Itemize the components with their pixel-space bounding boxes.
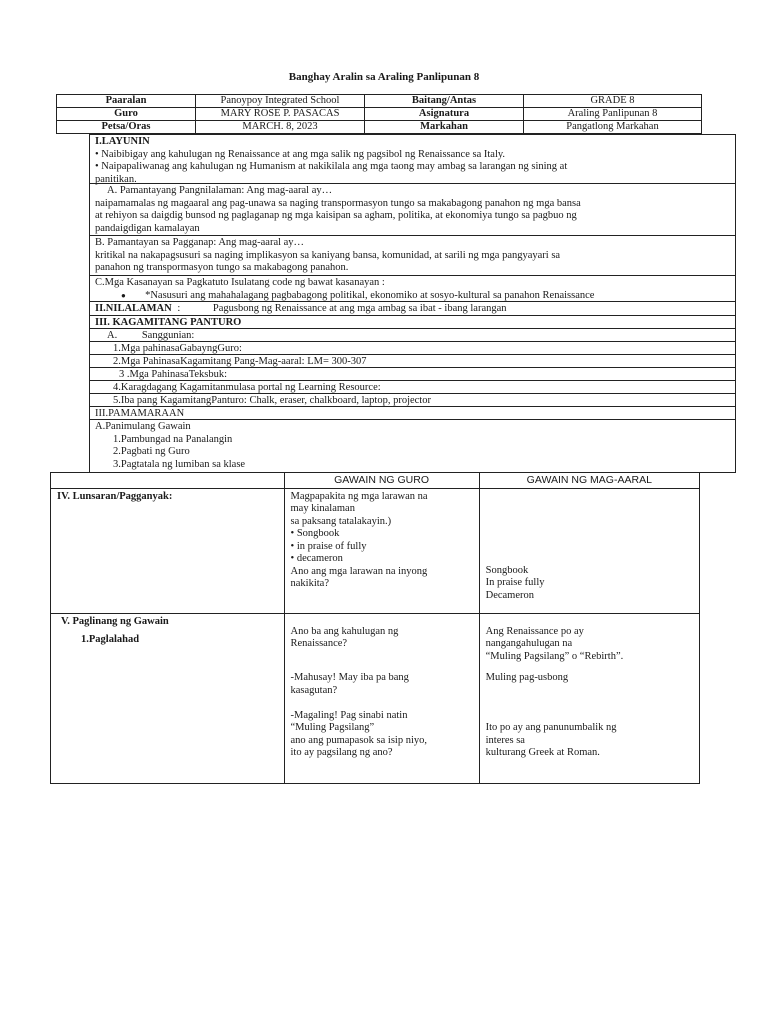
sanggunian-text: Sanggunian: xyxy=(141,330,195,341)
guro-line: sa paksang tatalakayin.) xyxy=(290,515,392,527)
paglinang-label: V. Paglinang ng Gawain xyxy=(61,615,169,627)
guro-line: • decameron xyxy=(290,553,343,564)
mag-line: Songbook xyxy=(485,564,529,576)
guro-line: • in praise of fully xyxy=(290,540,367,552)
panimula-item: 2.Pagbati ng Guro xyxy=(113,446,190,457)
header-value: MARCH. 8, 2023 xyxy=(196,121,365,134)
guro-line: Magpapakita ng mga larawan na xyxy=(290,490,428,502)
pamantayan-pagganap-section xyxy=(89,235,736,276)
bullet-icon: ● xyxy=(121,290,126,300)
paglinang-mag-cell xyxy=(479,613,699,783)
activity-table xyxy=(50,472,700,784)
kagamitan-item: 3 .Mga PahinasaTeksbuk: xyxy=(119,369,228,380)
kasanayan-section xyxy=(89,275,736,302)
guro-line: • Songbook xyxy=(290,528,340,539)
layunin-bullet: • Naibibigay ang kahulugan ng Renaissance at ang mga salik ng pagsibol ng Renaissance sa Italy. xyxy=(95,148,506,160)
pamantayan-b-text: kritikal na nakapagsusuri sa naging implikasyon sa kaniyang bansa, komunidad, at sarili ng mga pangyayari sa xyxy=(95,249,561,261)
paglinang-label-cell xyxy=(51,613,285,783)
mag-line: Ito po ay ang panunumbalik ng xyxy=(485,722,617,733)
sanggunian-box xyxy=(89,328,736,342)
header-table xyxy=(56,94,702,134)
header-label: Paaralan xyxy=(57,95,196,108)
lunsaran-mag-cell xyxy=(479,488,699,613)
empty-cell xyxy=(51,473,285,489)
kagamitan-item: 5.Iba pang KagamitangPanturo: Chalk, eraser, chalkboard, laptop, projector xyxy=(113,395,431,406)
kasanayan-heading: C.Mga Kasanayan sa Pagkatuto Isulatang code ng bawat kasanayan : xyxy=(95,277,385,288)
header-value: GRADE 8 xyxy=(524,95,702,108)
pamantayan-b-heading: B. Pamantayan sa Pagganap: Ang mag-aaral ay… xyxy=(95,237,305,248)
kagamitan-heading-box xyxy=(89,315,736,329)
nilalaman-section xyxy=(89,301,736,316)
pamantayan-a-text: naipamamalas ng magaaral ang pag-unawa sa naging transpormasyon tungo sa makabagong panahon ng mga bansa xyxy=(95,197,581,209)
header-label: Guro xyxy=(57,108,196,121)
guro-line: nakikita? xyxy=(290,578,329,589)
guro-line: -Mahusay! May iba pa bang xyxy=(290,672,409,683)
pamantayan-a-heading: A. Pamantayang Pangnilalaman: Ang mag-aaral ay… xyxy=(107,185,333,196)
header-label: Petsa/Oras xyxy=(57,121,196,134)
header-row xyxy=(57,121,702,134)
guro-line: kasagutan? xyxy=(290,684,338,696)
mag-line: Decameron xyxy=(485,589,534,601)
kagamitan-item: 4.Karagdagang Kagamitanmulasa portal ng Learning Resource: xyxy=(113,382,381,393)
nilalaman-sep: : xyxy=(177,303,181,314)
paglinang-guro-cell xyxy=(284,613,479,783)
pamamaraan-box xyxy=(89,406,736,420)
mag-line: “Muling Pagsilang” o “Rebirth”. xyxy=(485,650,624,662)
header-value: MARY ROSE P. PASACAS xyxy=(196,108,365,121)
document-title: Banghay Aralin sa Araling Panlipunan 8 xyxy=(288,71,480,83)
pamantayan-nilalaman-section xyxy=(89,183,736,236)
layunin-bullet: • Naipapaliwanag ang kahulugan ng Humanism at nakikilala ang mga taong may ambag sa larangan ng sining at xyxy=(95,161,568,172)
pamantayan-a-text: at rehiyon sa daigdig bunsod ng paglaganap ng mga kaisipan sa agham, politika, at ekonomiya tungo sa pagbuo ng xyxy=(95,210,577,221)
header-label: Asignatura xyxy=(365,108,524,121)
lunsaran-guro-cell xyxy=(284,488,479,613)
guro-line: -Magaling! Pag sinabi natin xyxy=(290,709,408,721)
activity-header-row xyxy=(51,473,700,489)
paglalahad-label: 1.Paglalahad xyxy=(81,634,140,645)
header-value: Panoypoy Integrated School xyxy=(196,95,365,108)
col-header-guro: GAWAIN NG GURO xyxy=(284,473,479,489)
panimula-item: 3.Pagtatala ng lumiban sa klase xyxy=(113,458,246,470)
lunsaran-label: IV. Lunsaran/Pagganyak: xyxy=(51,488,285,613)
lunsaran-row xyxy=(51,488,700,613)
mag-line: In praise fully xyxy=(485,577,545,588)
kagamitan-item-box xyxy=(89,354,736,368)
guro-line: Ano ba ang kahulugan ng xyxy=(290,625,399,637)
panimula-item: 1.Pambungad na Panalangin xyxy=(113,433,233,445)
pamantayan-a-text: pandaigdigan kamalayan xyxy=(95,222,200,234)
guro-line: “Muling Pagsilang” xyxy=(290,722,375,733)
nilalaman-text: Pagusbong ng Renaissance at ang mga ambag sa ibat - ibang larangan xyxy=(212,303,507,314)
paglinang-row xyxy=(51,613,700,783)
header-row xyxy=(57,95,702,108)
kagamitan-heading: III. KAGAMITANG PANTURO xyxy=(95,317,242,328)
col-header-mag-aaral: GAWAIN NG MAG-AARAL xyxy=(479,473,699,489)
kasanayan-text: *Nasusuri ang mahahalagang pagbabagong politikal, ekonomiko at sosyo-kultural sa panahon Renaissance xyxy=(145,289,595,301)
sanggunian-label: A. xyxy=(107,330,118,341)
mag-line: nangangahulugan na xyxy=(485,638,573,649)
header-label: Markahan xyxy=(365,121,524,134)
header-value: Araling Panlipunan 8 xyxy=(524,108,702,121)
mag-line: Muling pag-usbong xyxy=(485,672,569,683)
mag-line: interes sa xyxy=(485,734,525,746)
nilalaman-label: II.NILALAMAN xyxy=(95,303,172,314)
header-value: Pangatlong Markahan xyxy=(524,121,702,134)
header-row xyxy=(57,108,702,121)
guro-line: ano ang pumapasok sa isip niyo, xyxy=(290,734,427,746)
kagamitan-item: 2.Mga PahinasaKagamitang Pang-Mag-aaral: LM= 300-307 xyxy=(113,356,367,367)
mag-line: kulturang Greek at Roman. xyxy=(485,747,600,758)
layunin-section xyxy=(89,134,736,184)
kagamitan-item-box xyxy=(89,380,736,394)
kagamitan-item-box xyxy=(89,367,736,381)
panimula-section xyxy=(89,419,736,473)
header-label: Baitang/Antas xyxy=(365,95,524,108)
panimula-heading: A.Panimulang Gawain xyxy=(95,421,191,432)
guro-line: Ano ang mga larawan na inyong xyxy=(290,565,428,577)
layunin-bullet-cont: panitikan. xyxy=(95,173,137,185)
kagamitan-item-box xyxy=(89,393,736,407)
guro-line: Renaissance? xyxy=(290,638,348,649)
kagamitan-item-box xyxy=(89,341,736,355)
guro-line: may kinalaman xyxy=(290,503,355,514)
guro-line: ito ay pagsilang ng ano? xyxy=(290,747,393,758)
layunin-heading: I.LAYUNIN xyxy=(95,136,150,147)
mag-line: Ang Renaissance po ay xyxy=(485,625,584,637)
pamamaraan-heading: III.PAMAMARAAN xyxy=(95,408,185,419)
pamantayan-b-text: panahon ng transpormasyon tungo sa makabagong panahon. xyxy=(95,262,349,273)
kagamitan-item: 1.Mga pahinasaGabayngGuro: xyxy=(113,343,242,354)
